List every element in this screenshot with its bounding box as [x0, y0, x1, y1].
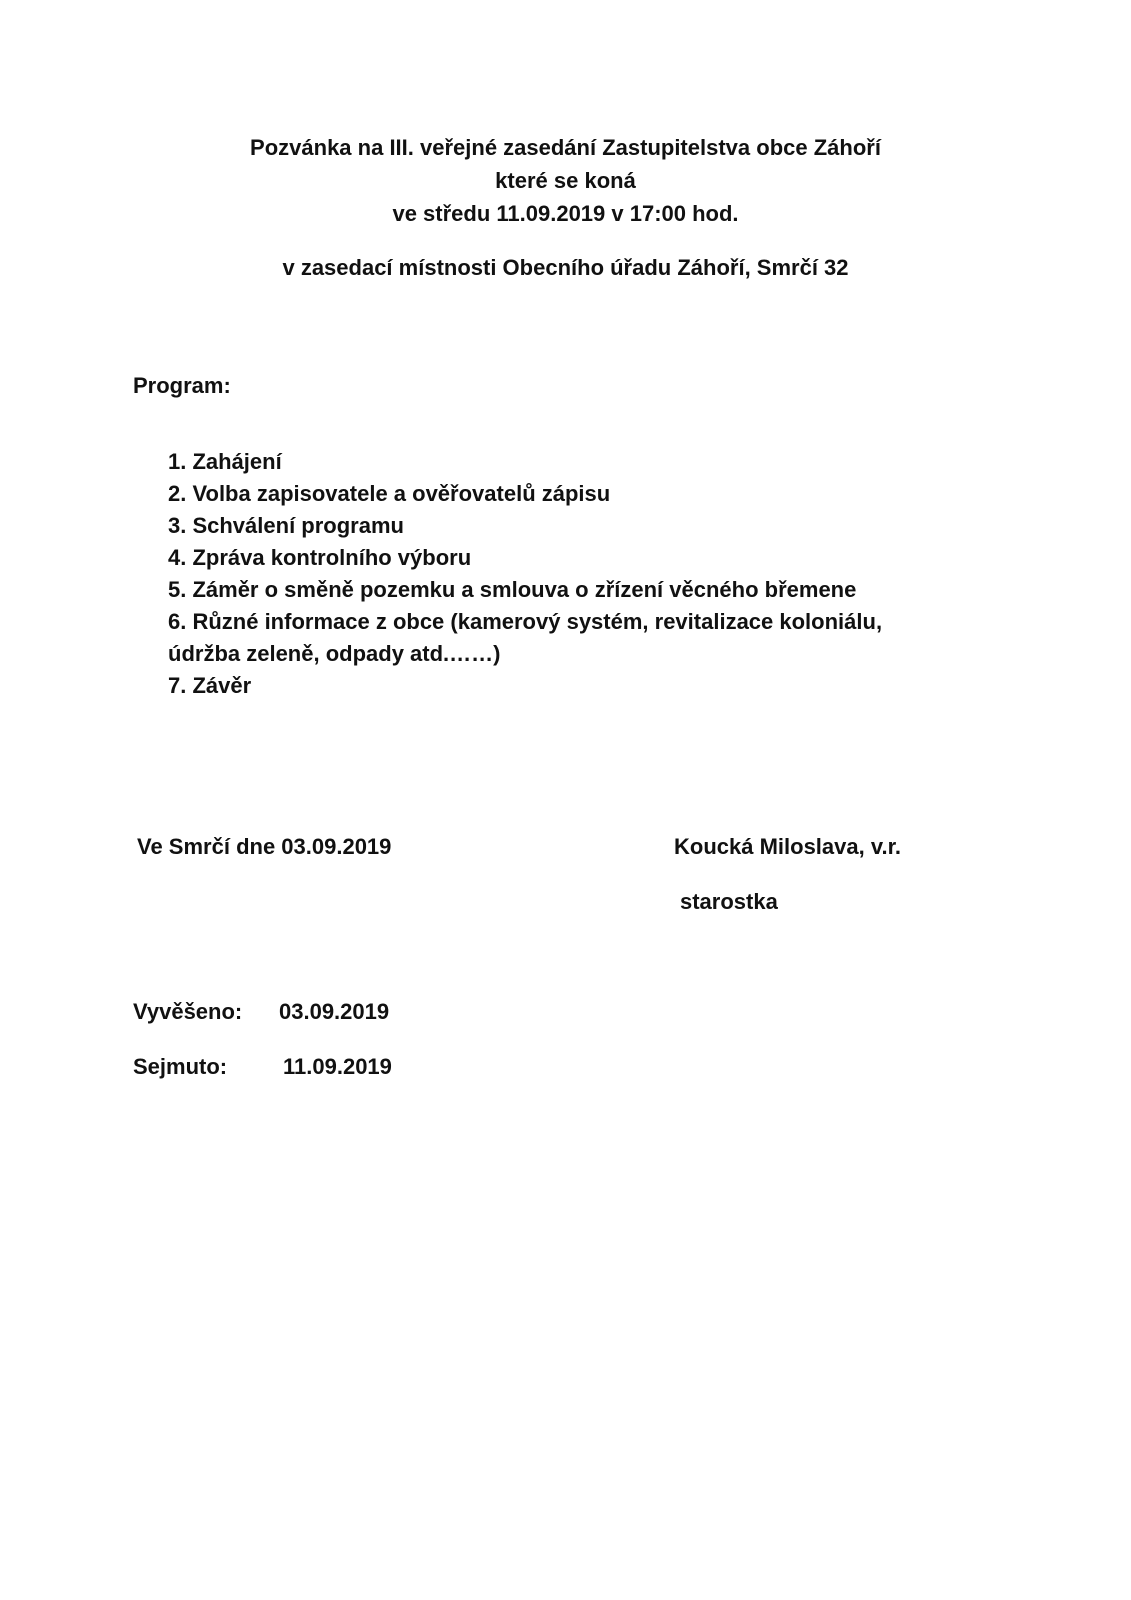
posted-date: 03.09.2019: [279, 999, 390, 1024]
program-item: 6. Různé informace z obce (kamerový systém, revitalizace koloniálu,: [168, 609, 883, 634]
signer-role: starostka: [680, 889, 778, 914]
program-item: 2. Volba zapisovatele a ověřovatelů zápisu: [168, 481, 611, 506]
signer-name: Koucká Miloslava, v.r.: [674, 834, 902, 859]
invitation-title: Pozvánka na III. veřejné zasedání Zastupitelstva obce Záhoří: [250, 135, 881, 160]
program-item-continuation: údržba zeleně, odpady atd.……): [168, 641, 501, 666]
invitation-subtitle: které se koná: [495, 168, 636, 193]
place-and-date: Ve Smrčí dne 03.09.2019: [137, 834, 392, 859]
program-item: 4. Zpráva kontrolního výboru: [168, 545, 472, 570]
posted-label: Vyvěšeno:: [133, 999, 243, 1024]
removed-date: 11.09.2019: [283, 1054, 392, 1079]
program-item: 3. Schválení programu: [168, 513, 404, 538]
removed-label: Sejmuto:: [133, 1054, 228, 1079]
meeting-location: v zasedací místnosti Obecního úřadu Záhoří, Smrčí 32: [282, 255, 849, 280]
program-item: 1. Zahájení: [168, 449, 282, 474]
program-item: 7. Závěr: [168, 673, 252, 698]
program-label: Program:: [133, 373, 231, 398]
meeting-date-time: ve středu 11.09.2019 v 17:00 hod.: [392, 201, 739, 226]
program-list: [168, 446, 882, 702]
program-item: 5. Záměr o směně pozemku a smlouva o zřízení věcného břemene: [168, 577, 857, 602]
